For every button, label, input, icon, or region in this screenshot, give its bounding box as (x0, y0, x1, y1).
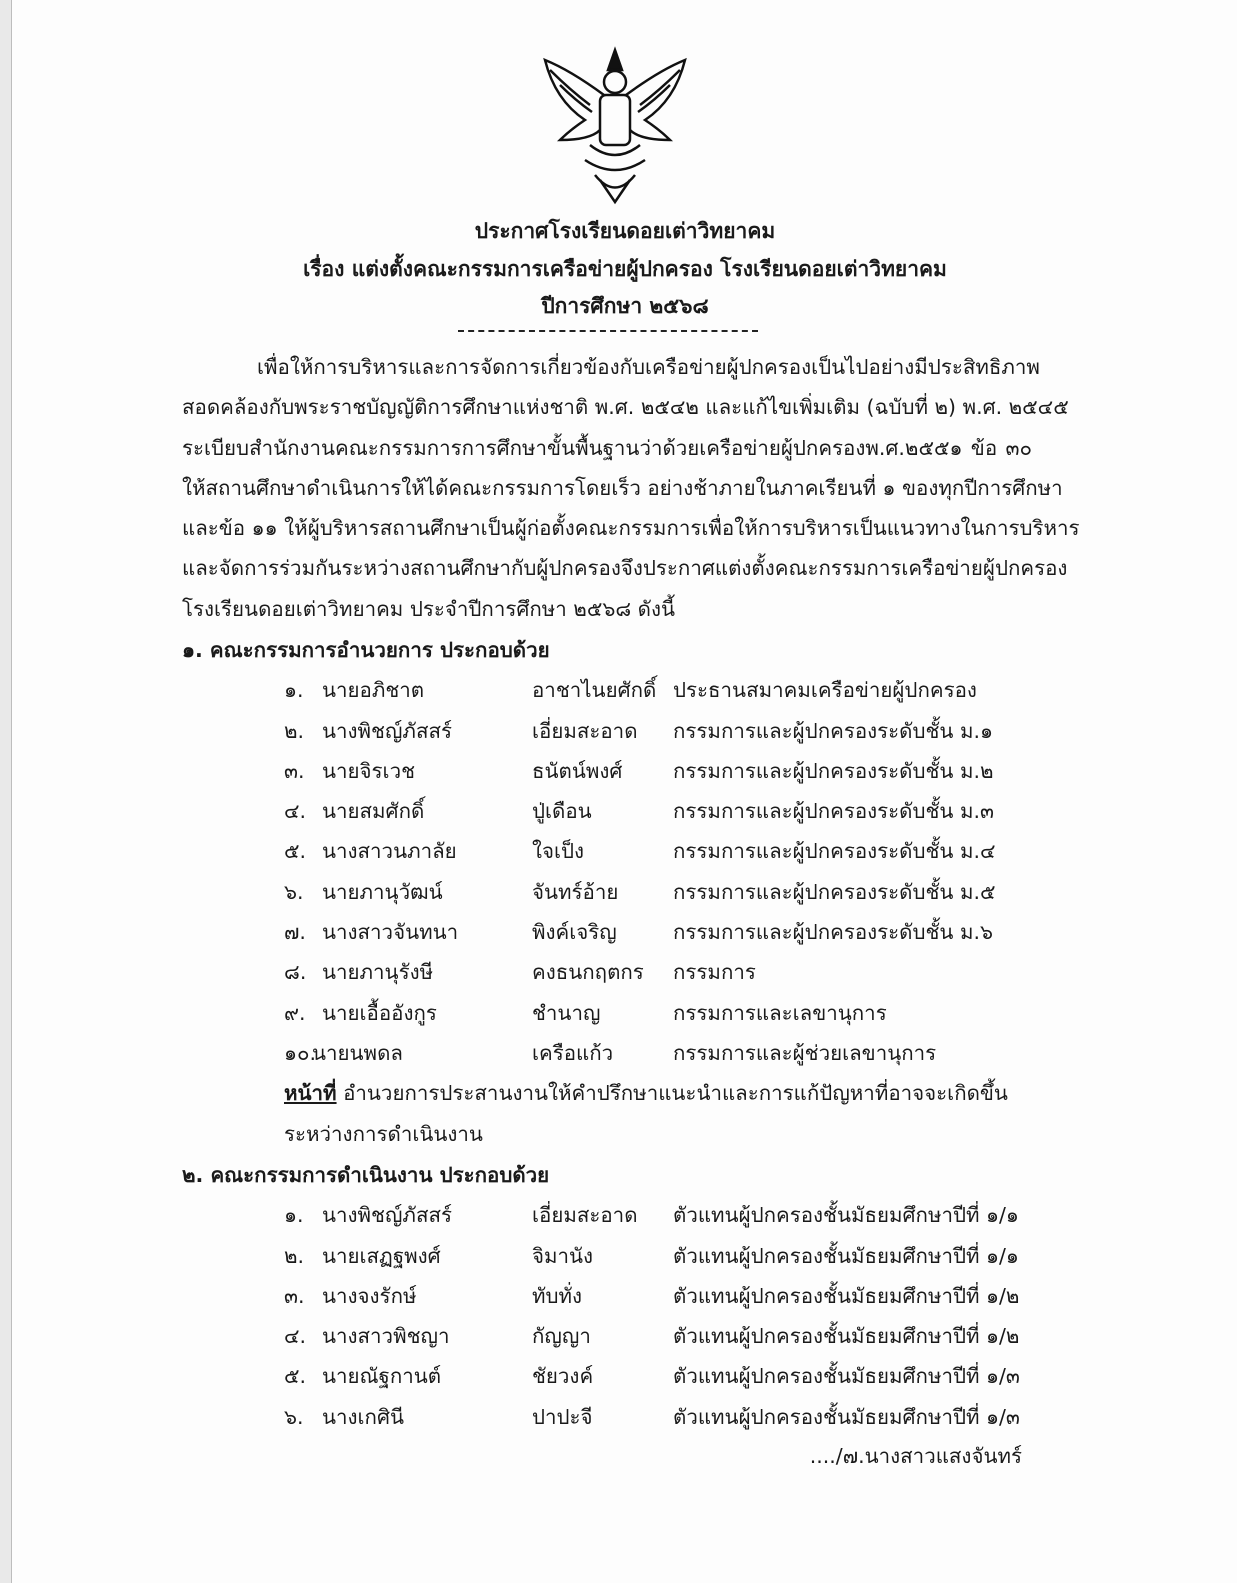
member-role: กรรมการและผู้ปกครองระดับชั้น ม.๒ (673, 758, 994, 783)
member-last-name: เอี่ยมสะอาด (532, 1203, 638, 1228)
announcement-title: ประกาศโรงเรียนดอยเต่าวิทยาคม (474, 219, 776, 243)
intro-line: ให้สถานศึกษาดำเนินการให้ได้คณะกรรมการโดยเร็ว อย่างช้าภายในภาคเรียนที่ ๑ ของทุกปีการศึกษา (182, 475, 1063, 500)
member-number: ๒. (284, 1243, 305, 1268)
member-last-name: คงธนกฤตกร (532, 960, 644, 985)
member-last-name: ชำนาญ (532, 1000, 601, 1025)
member-number: ๑. (284, 678, 304, 703)
intro-line: เพื่อให้การบริหารและการจัดการเกี่ยวข้องกับเครือข่ายผู้ปกครองเป็นไปอย่างมีประสิทธิภาพ (257, 355, 1040, 379)
member-role: กรรมการและผู้ปกครองระดับชั้น ม.๕ (673, 879, 996, 904)
member-number: ๓. (284, 758, 305, 783)
member-row (182, 831, 1082, 871)
member-first-name: นายเอื้ออังกูร (322, 1000, 437, 1025)
member-last-name: เอี่ยมสะอาด (532, 718, 638, 743)
member-number: ๘. (284, 960, 307, 985)
member-number: ๗. (284, 920, 306, 945)
member-row (182, 1316, 1082, 1356)
intro-paragraph (182, 347, 1080, 629)
intro-line: โรงเรียนดอยเต่าวิทยาคม ประจำปีการศึกษา ๒๕๖๘ ดังนี้ (182, 596, 676, 621)
member-role: กรรมการและผู้ช่วยเลขานุการ (673, 1040, 937, 1065)
member-row (182, 993, 1082, 1033)
member-row (182, 1356, 1082, 1396)
member-row (182, 872, 1082, 912)
duty-line: ระหว่างการดำเนินงาน (284, 1121, 483, 1146)
member-number: ๖. (284, 879, 304, 904)
member-number: ๕. (284, 839, 307, 864)
member-role: ประธานสมาคมเครือข่ายผู้ปกครอง (673, 678, 977, 703)
member-number: ๕. (284, 1364, 307, 1389)
member-row (182, 711, 1082, 751)
member-number: ๑. (284, 1203, 304, 1228)
member-number: ๙. (284, 1000, 306, 1025)
member-row (182, 1397, 1082, 1437)
member-first-name: นายจิรเวช (322, 758, 415, 783)
member-first-name: นายณัฐกานต์ (322, 1364, 442, 1389)
member-role: กรรมการและผู้ปกครองระดับชั้น ม.๓ (673, 799, 994, 824)
member-role: ตัวแทนผู้ปกครองชั้นมัธยมศึกษาปีที่ ๑/๑ (673, 1203, 1019, 1228)
member-last-name: ปาปะจี (532, 1404, 593, 1429)
duty-line (182, 1073, 1082, 1113)
member-number: ๑๐. (284, 1040, 317, 1065)
member-row (182, 1276, 1082, 1316)
member-role: กรรมการและผู้ปกครองระดับชั้น ม.๖ (673, 920, 993, 945)
intro-line: สอดคล้องกับพระราชบัญญัติการศึกษาแห่งชาติ พ.ศ. ๒๕๔๒ และแก้ไขเพิ่มเติม (ฉบับที่ ๒) พ.ศ. ๒๕๔๕ (182, 395, 1069, 420)
continued-next-page: ..../๗.นางสาวแสงจันทร์ (809, 1444, 1022, 1468)
member-role: ตัวแทนผู้ปกครองชั้นมัธยมศึกษาปีที่ ๑/๒ (673, 1324, 1020, 1349)
member-last-name: พิงค์เจริญ (532, 920, 617, 945)
member-number: ๔. (284, 799, 307, 824)
member-row (182, 912, 1082, 952)
member-first-name: นางสาวจันทนา (322, 920, 459, 945)
member-first-name: นางสาวนภาลัย (322, 839, 457, 864)
member-row (182, 1033, 1082, 1073)
member-first-name: นายนพดล (312, 1040, 403, 1065)
member-last-name: เครือแก้ว (532, 1040, 614, 1065)
member-role: ตัวแทนผู้ปกครองชั้นมัธยมศึกษาปีที่ ๑/๑ (673, 1243, 1019, 1268)
intro-line: และข้อ ๑๑ ให้ผู้บริหารสถานศึกษาเป็นผู้ก่อตั้งคณะกรรมการเพื่อให้การบริหารเป็นแนวทางในการบริหาร (182, 516, 1080, 541)
member-role: กรรมการ (673, 960, 756, 985)
member-last-name: กัญญา (532, 1324, 591, 1349)
member-last-name: ปู่เดือน (532, 799, 592, 824)
member-role: ตัวแทนผู้ปกครองชั้นมัธยมศึกษาปีที่ ๑/๓ (673, 1364, 1020, 1389)
member-last-name: จิมานัง (532, 1243, 594, 1268)
member-row (182, 670, 1082, 710)
section-operating-committee (182, 1155, 1082, 1437)
member-last-name: จันทร์อ้าย (532, 879, 619, 904)
member-last-name: ธนัตน์พงศ์ (532, 758, 623, 783)
garuda-emblem-icon (540, 40, 690, 205)
section-heading: ๑. คณะกรรมการอำนวยการ ประกอบด้วย (182, 638, 550, 662)
member-role: กรรมการและผู้ปกครองระดับชั้น ม.๑ (673, 718, 993, 743)
document-page (11, 0, 1237, 1583)
member-first-name: นายภานุวัฒน์ (322, 879, 443, 904)
member-role: ตัวแทนผู้ปกครองชั้นมัธยมศึกษาปีที่ ๑/๓ (673, 1404, 1020, 1429)
member-row (182, 1236, 1082, 1276)
member-role: ตัวแทนผู้ปกครองชั้นมัธยมศึกษาปีที่ ๑/๒ (673, 1283, 1020, 1308)
divider (458, 330, 758, 332)
member-last-name: ใจเป็ง (532, 839, 585, 864)
member-row (182, 1195, 1082, 1235)
subject-title: เรื่อง แต่งตั้งคณะกรรมการเครือข่ายผู้ปกครอง โรงเรียนดอยเต่าวิทยาคม (303, 257, 947, 281)
member-number: ๓. (284, 1283, 305, 1308)
intro-line: ระเบียบสำนักงานคณะกรรมการการศึกษาขั้นพื้นฐานว่าด้วยเครือข่ายผู้ปกครองพ.ศ.๒๕๕๑ ข้อ ๓๐ (182, 435, 1032, 460)
member-last-name: ชัยวงค์ (532, 1364, 594, 1389)
member-number: ๔. (284, 1324, 307, 1349)
member-first-name: นายอภิชาต (322, 678, 425, 703)
section-heading: ๒. คณะกรรมการดำเนินงาน ประกอบด้วย (182, 1163, 550, 1187)
member-role: กรรมการและเลขานุการ (673, 1000, 887, 1025)
member-first-name: นางพิชญ์ภัสสร์ (322, 718, 452, 743)
member-first-name: นายสมศักดิ์ (322, 799, 425, 824)
duty-text: อำนวยการประสานงานให้คำปรึกษาแนะนำและการแก้ปัญหาที่อาจจะเกิดขึ้น (343, 1081, 1008, 1106)
intro-line: และจัดการร่วมกันระหว่างสถานศึกษากับผู้ปกครองจึงประกาศแต่งตั้งคณะกรรมการเครือข่ายผู้ปกครอง (182, 556, 1068, 581)
section-steering-committee (182, 630, 1082, 1154)
member-row (182, 791, 1082, 831)
member-first-name: นางสาวพิชญา (322, 1324, 450, 1349)
academic-year-title: ปีการศึกษา ๒๕๖๘ (541, 294, 709, 318)
member-last-name: อาชาไนยศักดิ์ (532, 678, 657, 703)
member-first-name: นายเสฏฐพงศ์ (322, 1243, 441, 1268)
duty-label: หน้าที่ (284, 1081, 337, 1106)
member-first-name: นางจงรักษ์ (322, 1283, 417, 1308)
member-number: ๒. (284, 718, 305, 743)
member-last-name: ทับทั่ง (532, 1283, 583, 1308)
member-row (182, 952, 1082, 992)
member-row (182, 751, 1082, 791)
member-role: กรรมการและผู้ปกครองระดับชั้น ม.๔ (673, 839, 996, 864)
member-first-name: นางเกศินี (322, 1404, 404, 1429)
member-first-name: นายภานุรังษี (322, 960, 434, 985)
member-first-name: นางพิชญ์ภัสสร์ (322, 1203, 452, 1228)
member-number: ๖. (284, 1404, 304, 1429)
